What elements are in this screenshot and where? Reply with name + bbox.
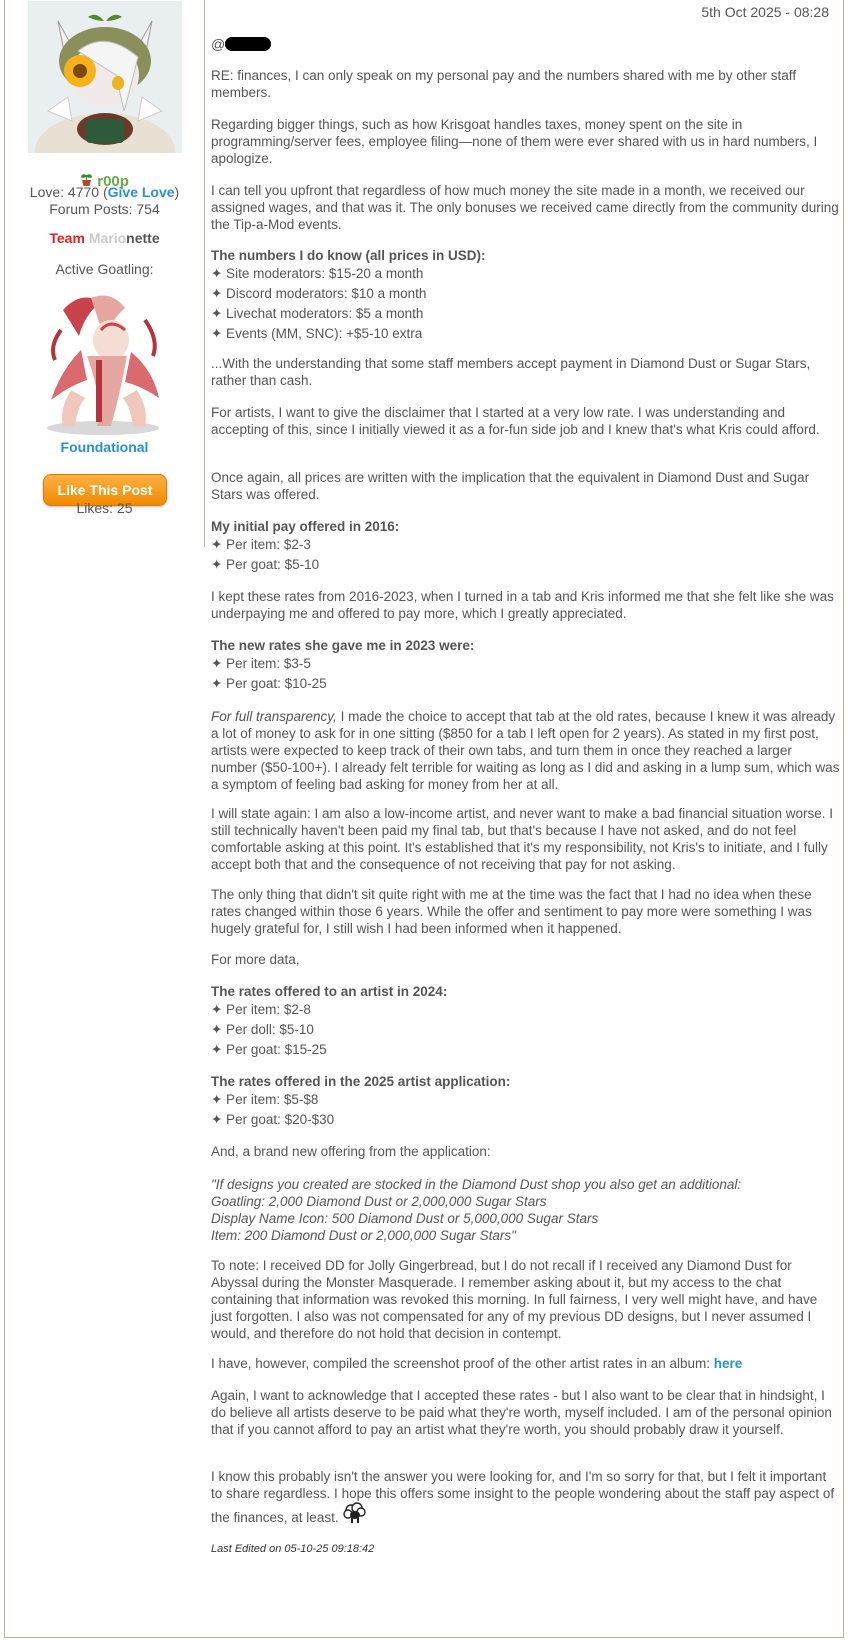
quote-line: "If designs you created are stocked in the Diamond Dust shop you also get an additional:	[211, 1177, 742, 1192]
list-item: ✦ Per doll: $5-10	[211, 1022, 314, 1037]
paragraph	[211, 1468, 841, 1526]
user-mention[interactable]	[211, 36, 271, 53]
list-item: ✦ Discord moderators: $10 a month	[211, 286, 427, 301]
paragraph: I can tell you upfront that regardless of how much money the site made in a month, we received our assigned wages, and that was it. The only bonuses we received came directly from the community during the Tip-a-Mod events.	[211, 183, 839, 232]
paragraph: ...With the understanding that some staff members accept payment in Diamond Dust or Sugar Stars, rather than cash.	[211, 356, 811, 388]
paragraph: To note: I received DD for Jolly Gingerbread, but I do not recall if I received any Diamond Dust for Abyssal during the Monster Masquerade. I remember asking about it, but my access to the chat containing that information was revoked this morning. In full fairness, I very well might have, and have just forgotten. I also was not compensated for any of my previous DD designs, but I never assumed I would, and therefore do not hold that decision in contempt.	[211, 1258, 818, 1341]
paragraph-text: I have, however, compiled the screenshot proof of the other artist rates in an album:	[211, 1356, 714, 1371]
list-block	[211, 247, 841, 344]
sheep-emoji-icon	[343, 1502, 367, 1524]
list-item: ✦ Livechat moderators: $5 a month	[211, 306, 424, 321]
paragraph-text: I made the choice to accept that tab at the old rates, because I knew it was already a lot of money to ask for in one sitting ($850 for a tab I left open for 2 years). As stated in my first post, artists were expected to keep track of their own tabs, and turn them in once they reached a larger number ($50-100+). I already felt terrible for waiting as long as I did and asking in a lump sum, which was a symptom of feeling bad asking for money from her at all.	[211, 709, 840, 792]
paragraph	[211, 1355, 841, 1372]
paragraph: Regarding bigger things, such as how Krisgoat handles taxes, money spent on the site in programming/server fees, employee filing—none of them were ever shared with us in hard numbers, I apologize.	[211, 117, 818, 166]
last-edited: Last Edited on 05-10-25 09:18:42	[211, 1543, 375, 1555]
goatling-badge[interactable]: Foundational	[60, 439, 149, 455]
album-link[interactable]: here	[713, 1356, 743, 1371]
post-date: 5th Oct 2025 - 08:28	[701, 4, 829, 20]
quote-line: Display Name Icon: 500 Diamond Dust or 5,000,000 Sugar Stars	[211, 1211, 599, 1226]
list-item: ✦ Per item: $2-3	[211, 537, 311, 552]
quote-line: Item: 200 Diamond Dust or 2,000,000 Sugar Stars"	[211, 1228, 516, 1243]
list-item: ✦ Per goat: $20-$30	[211, 1112, 335, 1127]
list-item: ✦ Per goat: $15-25	[211, 1042, 327, 1057]
team-label	[5, 230, 204, 246]
give-love-link[interactable]: Give Love	[107, 184, 175, 200]
active-goatling-label: Active Goatling:	[55, 261, 154, 277]
paragraph: The only thing that didn't sit quite right with me at the time was the fact that I had no idea when these rates changed within those 6 years. While the offer and sentiment to pay more were something I was hugely grateful for, I still wish I had been informed when it happened.	[211, 887, 812, 936]
list-block	[211, 983, 841, 1060]
paragraph: Again, I want to acknowledge that I accepted these rates - but I also want to be clear that in hindsight, I do believe all artists deserve to be paid what they're worth, myself included. I am of the personal opinion that if you cannot afford to pay an artist what they're worth, you should probably draw it yourself.	[211, 1388, 832, 1437]
list-heading: The rates offered in the 2025 artist application:	[211, 1074, 511, 1089]
list-heading: The numbers I do know (all prices in USD):	[211, 248, 486, 263]
list-heading: The new rates she gave me in 2023 were:	[211, 638, 475, 653]
quote-block	[211, 1176, 841, 1244]
paragraph: I kept these rates from 2016-2023, when I turned in a tab and Kris informed me that she felt like she was underpaying me and offered to pay more, which I greatly appreciated.	[211, 589, 834, 621]
post-author-sidebar	[5, 0, 205, 547]
forum-post	[4, 0, 844, 1638]
mention-at: @	[211, 36, 226, 52]
quote-line: Goatling: 2,000 Diamond Dust or 2,000,000 Sugar Stars	[211, 1194, 547, 1209]
list-item: ✦ Per item: $2-8	[211, 1002, 311, 1017]
paragraph: And, a brand new offering from the application:	[211, 1144, 491, 1159]
love-suffix: )	[174, 184, 180, 200]
paragraph: Once again, all prices are written with the implication that the equivalent in Diamond Dust and Sugar Stars was offered.	[211, 470, 810, 502]
list-item: ✦ Per goat: $10-25	[211, 676, 327, 691]
team-prefix: Team	[49, 230, 85, 246]
list-item: ✦ Per item: $5-$8	[211, 1092, 319, 1107]
username-link[interactable]: r00p	[97, 173, 129, 190]
list-item: ✦ Per item: $3-5	[211, 656, 311, 671]
list-item: ✦ Events (MM, SNC): +$5-10 extra	[211, 326, 423, 341]
paragraph: I will state again: I am also a low-income artist, and never want to make a bad financial situation worse. I still technically haven't been paid my final tab, but that's because I have not asked, and do not feel comfortable asking at this point. It's established that it's my responsibility, not Kris's to initiate, and I fully accept both that and the consequence of not receiving that pay for not asking.	[211, 806, 834, 872]
active-goatling-image[interactable]	[41, 290, 166, 436]
love-text: Love: 4770 (	[29, 184, 108, 200]
paragraph: For artists, I want to give the disclaimer that I started at a very low rate. I was understanding and accepting of this, since I initially viewed it as a for-fun side job and I knew that's what Kris could afford.	[211, 405, 820, 437]
team-name-part-a: Mario	[88, 230, 127, 246]
paragraph: For more data,	[211, 952, 300, 967]
list-heading: The rates offered to an artist in 2024:	[211, 984, 448, 999]
user-avatar[interactable]	[28, 1, 182, 153]
paragraph-text: I know this probably isn't the answer you were looking for, and I'm so sorry for that, but I felt it important to share regardless. I hope this offers some insight to the people wondering about the staff pay aspect of the finances, at least.	[211, 1469, 835, 1525]
paragraph: RE: finances, I can only speak on my personal pay and the numbers shared with me by other staff members.	[211, 68, 797, 100]
list-block	[211, 637, 841, 694]
like-post-button[interactable]: Like This Post	[43, 474, 167, 506]
list-block	[211, 1073, 841, 1130]
list-heading: My initial pay offered in 2016:	[211, 519, 400, 534]
redacted-username	[225, 37, 271, 51]
list-item: ✦ Site moderators: $15-20 a month	[211, 266, 424, 281]
love-count	[5, 184, 204, 200]
list-item: ✦ Per goat: $5-10	[211, 557, 320, 572]
italic-lead: For full transparency,	[211, 709, 337, 724]
list-block	[211, 518, 841, 575]
forum-posts-count: Forum Posts: 754	[49, 201, 160, 217]
likes-count: Likes: 25	[76, 500, 133, 516]
team-name-part-b: nette	[126, 230, 160, 246]
paragraph	[211, 708, 841, 793]
